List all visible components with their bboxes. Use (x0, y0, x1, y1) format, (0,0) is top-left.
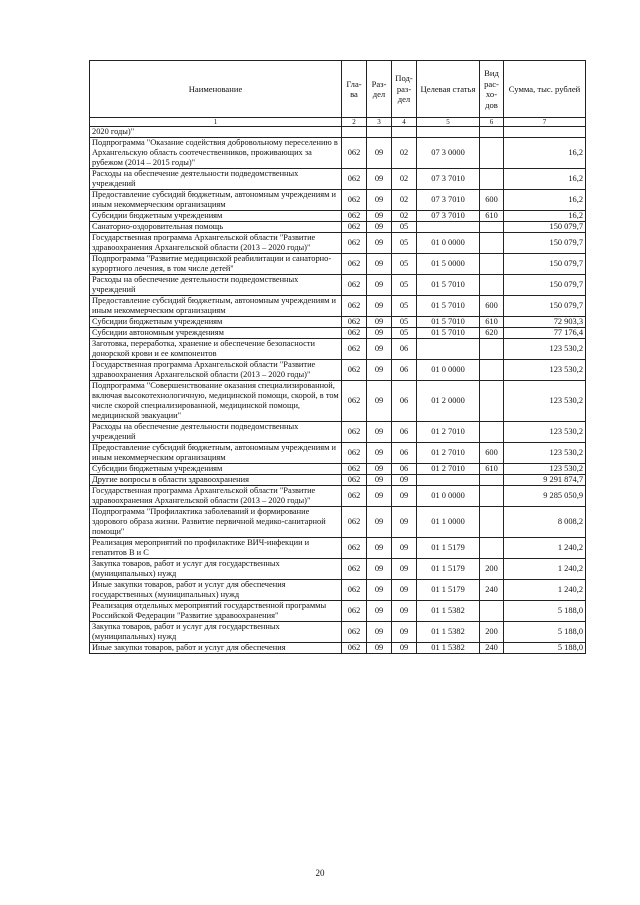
row-podrazdel-cell: 06 (392, 339, 417, 360)
row-vid-rashodov-cell: 610 (480, 211, 504, 222)
row-podrazdel-cell: 02 (392, 169, 417, 190)
row-podrazdel-cell: 02 (392, 138, 417, 169)
row-razdel-cell: 09 (367, 190, 392, 211)
header-podrazdel: Под-раз-дел (392, 61, 417, 118)
row-summa-cell: 123 530,2 (504, 443, 586, 464)
row-razdel-cell: 09 (367, 254, 392, 275)
table-row (90, 317, 586, 328)
row-razdel-cell: 09 (367, 643, 392, 654)
header-summa: Сумма, тыс. рублей (504, 61, 586, 118)
row-glava-cell: 062 (342, 233, 367, 254)
row-celevaya-statya-cell: 01 0 0000 (417, 360, 480, 381)
row-glava-cell: 062 (342, 381, 367, 422)
table-row (90, 622, 586, 643)
row-name-cell: Субсидии бюджетным учреждениям (90, 317, 342, 328)
row-podrazdel-cell: 09 (392, 475, 417, 486)
row-name-cell: Реализация мероприятий по профилактике ВИЧ-инфекции и гепатитов В и С (90, 538, 342, 559)
row-podrazdel-cell: 09 (392, 622, 417, 643)
column-number: 3 (367, 118, 392, 127)
row-podrazdel-cell (392, 127, 417, 138)
row-vid-rashodov-cell (480, 138, 504, 169)
row-name-cell: Субсидии бюджетным учреждениям (90, 211, 342, 222)
table-row (90, 381, 586, 422)
row-name-cell: Предоставление субсидий бюджетным, автономным учреждениям и иным некоммерческим организациям (90, 443, 342, 464)
row-vid-rashodov-cell: 240 (480, 580, 504, 601)
row-podrazdel-cell: 05 (392, 328, 417, 339)
row-vid-rashodov-cell: 600 (480, 190, 504, 211)
table-row (90, 464, 586, 475)
table-row (90, 254, 586, 275)
row-name-cell: Субсидии автономным учреждениям (90, 328, 342, 339)
row-summa-cell: 77 176,4 (504, 328, 586, 339)
row-podrazdel-cell: 09 (392, 507, 417, 538)
row-razdel-cell: 09 (367, 475, 392, 486)
table-body (90, 127, 586, 654)
row-summa-cell: 150 079,7 (504, 296, 586, 317)
row-razdel-cell: 09 (367, 222, 392, 233)
row-summa-cell: 123 530,2 (504, 339, 586, 360)
row-celevaya-statya-cell: 01 5 7010 (417, 296, 480, 317)
table-row (90, 296, 586, 317)
row-vid-rashodov-cell (480, 254, 504, 275)
row-name-cell: Подпрограмма "Оказание содействия добровольному переселению в Архангельскую область соотечественников, проживающих за рубежом (2014 – 2015 годы)" (90, 138, 342, 169)
row-summa-cell: 16,2 (504, 138, 586, 169)
row-celevaya-statya-cell: 01 1 0000 (417, 507, 480, 538)
row-razdel-cell: 09 (367, 317, 392, 328)
column-number: 4 (392, 118, 417, 127)
row-glava-cell: 062 (342, 622, 367, 643)
table-row (90, 422, 586, 443)
row-razdel-cell: 09 (367, 580, 392, 601)
row-celevaya-statya-cell: 01 1 5382 (417, 601, 480, 622)
row-podrazdel-cell: 05 (392, 222, 417, 233)
table-row (90, 233, 586, 254)
row-name-cell: Подпрограмма "Профилактика заболеваний и формирование здорового образа жизни. Развитие первичной медико-санитарной помощи" (90, 507, 342, 538)
row-razdel-cell: 09 (367, 622, 392, 643)
row-razdel-cell: 09 (367, 211, 392, 222)
row-celevaya-statya-cell: 07 3 0000 (417, 138, 480, 169)
table-row (90, 190, 586, 211)
row-podrazdel-cell: 05 (392, 296, 417, 317)
row-celevaya-statya-cell: 07 3 7010 (417, 211, 480, 222)
row-glava-cell: 062 (342, 339, 367, 360)
row-summa-cell: 123 530,2 (504, 381, 586, 422)
row-name-cell: Иные закупки товаров, работ и услуг для обеспечения (90, 643, 342, 654)
row-glava-cell: 062 (342, 507, 367, 538)
header-vid-rashodov: Вид рас-хо-дов (480, 61, 504, 118)
row-summa-cell: 5 188,0 (504, 622, 586, 643)
row-summa-cell: 16,2 (504, 169, 586, 190)
table-row (90, 643, 586, 654)
row-podrazdel-cell: 05 (392, 317, 417, 328)
row-glava-cell: 062 (342, 317, 367, 328)
column-number: 7 (504, 118, 586, 127)
row-celevaya-statya-cell: 01 2 7010 (417, 422, 480, 443)
row-glava-cell: 062 (342, 296, 367, 317)
row-glava-cell: 062 (342, 190, 367, 211)
row-vid-rashodov-cell (480, 275, 504, 296)
table-row (90, 222, 586, 233)
row-celevaya-statya-cell: 01 2 7010 (417, 464, 480, 475)
row-name-cell: Закупка товаров, работ и услуг для государственных (муниципальных) нужд (90, 622, 342, 643)
row-podrazdel-cell: 02 (392, 211, 417, 222)
row-podrazdel-cell: 06 (392, 422, 417, 443)
row-vid-rashodov-cell: 620 (480, 328, 504, 339)
row-glava-cell: 062 (342, 360, 367, 381)
row-vid-rashodov-cell (480, 422, 504, 443)
row-vid-rashodov-cell (480, 360, 504, 381)
row-name-cell: Закупка товаров, работ и услуг для государственных (муниципальных) нужд (90, 559, 342, 580)
row-summa-cell: 150 079,7 (504, 275, 586, 296)
row-vid-rashodov-cell (480, 169, 504, 190)
row-razdel-cell: 09 (367, 381, 392, 422)
row-glava-cell: 062 (342, 464, 367, 475)
row-vid-rashodov-cell: 610 (480, 464, 504, 475)
table-row (90, 559, 586, 580)
row-summa-cell: 72 903,3 (504, 317, 586, 328)
row-name-cell: Расходы на обеспечение деятельности подведомственных учреждений (90, 275, 342, 296)
table-row (90, 138, 586, 169)
row-vid-rashodov-cell: 200 (480, 559, 504, 580)
row-name-cell: Субсидии бюджетным учреждениям (90, 464, 342, 475)
row-podrazdel-cell: 06 (392, 381, 417, 422)
row-name-cell: Другие вопросы в области здравоохранения (90, 475, 342, 486)
row-vid-rashodov-cell: 200 (480, 622, 504, 643)
row-summa-cell: 5 188,0 (504, 601, 586, 622)
row-glava-cell: 062 (342, 169, 367, 190)
row-glava-cell: 062 (342, 559, 367, 580)
row-podrazdel-cell: 09 (392, 643, 417, 654)
table-row (90, 127, 586, 138)
row-celevaya-statya-cell: 01 1 5382 (417, 643, 480, 654)
row-podrazdel-cell: 09 (392, 580, 417, 601)
row-name-cell: Расходы на обеспечение деятельности подведомственных учреждений (90, 422, 342, 443)
row-podrazdel-cell: 06 (392, 464, 417, 475)
row-glava-cell: 062 (342, 138, 367, 169)
table-row (90, 486, 586, 507)
row-razdel-cell: 09 (367, 507, 392, 538)
row-name-cell: Государственная программа Архангельской области "Развитие здравоохранения Архангельской области (2013 – 2020 годы)" (90, 233, 342, 254)
row-summa-cell: 150 079,7 (504, 254, 586, 275)
row-razdel-cell: 09 (367, 339, 392, 360)
header-celevaya-statya: Целевая статья (417, 61, 480, 118)
table-row (90, 580, 586, 601)
row-summa-cell: 150 079,7 (504, 222, 586, 233)
row-summa-cell: 1 240,2 (504, 538, 586, 559)
row-glava-cell: 062 (342, 443, 367, 464)
row-podrazdel-cell: 09 (392, 538, 417, 559)
table-row (90, 443, 586, 464)
row-razdel-cell: 09 (367, 601, 392, 622)
row-razdel-cell: 09 (367, 422, 392, 443)
header-name: Наименование (90, 61, 342, 118)
row-razdel-cell: 09 (367, 486, 392, 507)
row-vid-rashodov-cell (480, 127, 504, 138)
row-glava-cell: 062 (342, 580, 367, 601)
row-razdel-cell: 09 (367, 443, 392, 464)
row-razdel-cell: 09 (367, 169, 392, 190)
table-row (90, 169, 586, 190)
column-number-row (90, 118, 586, 127)
row-name-cell: Реализация отдельных мероприятий государственной программы Российской Федерации "Развитие здравоохранения" (90, 601, 342, 622)
row-vid-rashodov-cell (480, 381, 504, 422)
row-name-cell: Санаторно-оздоровительная помощь (90, 222, 342, 233)
row-glava-cell: 062 (342, 222, 367, 233)
table-row (90, 507, 586, 538)
row-vid-rashodov-cell: 600 (480, 443, 504, 464)
table-row (90, 360, 586, 381)
row-glava-cell: 062 (342, 422, 367, 443)
column-number: 2 (342, 118, 367, 127)
column-number: 1 (90, 118, 342, 127)
row-celevaya-statya-cell: 01 2 7010 (417, 443, 480, 464)
row-name-cell: Иные закупки товаров, работ и услуг для обеспечения государственных (муниципальных) нужд (90, 580, 342, 601)
row-podrazdel-cell: 09 (392, 601, 417, 622)
row-vid-rashodov-cell (480, 486, 504, 507)
row-name-cell: 2020 годы)" (90, 127, 342, 138)
row-glava-cell: 062 (342, 643, 367, 654)
row-glava-cell: 062 (342, 211, 367, 222)
row-celevaya-statya-cell: 01 0 0000 (417, 233, 480, 254)
row-summa-cell: 16,2 (504, 211, 586, 222)
row-celevaya-statya-cell: 01 5 7010 (417, 275, 480, 296)
row-celevaya-statya-cell (417, 127, 480, 138)
table-row (90, 538, 586, 559)
row-glava-cell: 062 (342, 275, 367, 296)
budget-table (89, 60, 586, 654)
row-vid-rashodov-cell (480, 233, 504, 254)
row-razdel-cell: 09 (367, 328, 392, 339)
column-number: 5 (417, 118, 480, 127)
row-glava-cell: 062 (342, 601, 367, 622)
header-glava: Гла-ва (342, 61, 367, 118)
row-celevaya-statya-cell: 07 3 7010 (417, 190, 480, 211)
row-glava-cell: 062 (342, 538, 367, 559)
row-podrazdel-cell: 06 (392, 443, 417, 464)
row-celevaya-statya-cell: 01 1 5382 (417, 622, 480, 643)
table-row (90, 601, 586, 622)
row-summa-cell: 123 530,2 (504, 464, 586, 475)
row-glava-cell: 062 (342, 475, 367, 486)
row-summa-cell: 9 291 874,7 (504, 475, 586, 486)
column-number: 6 (480, 118, 504, 127)
row-razdel-cell: 09 (367, 559, 392, 580)
table-row (90, 328, 586, 339)
row-vid-rashodov-cell (480, 507, 504, 538)
row-summa-cell: 1 240,2 (504, 559, 586, 580)
row-razdel-cell: 09 (367, 538, 392, 559)
row-name-cell: Предоставление субсидий бюджетным, автономным учреждениям и иным некоммерческим организациям (90, 296, 342, 317)
row-summa-cell: 150 079,7 (504, 233, 586, 254)
row-name-cell: Расходы на обеспечение деятельности подведомственных учреждений (90, 169, 342, 190)
row-podrazdel-cell: 05 (392, 275, 417, 296)
row-podrazdel-cell: 09 (392, 559, 417, 580)
row-vid-rashodov-cell (480, 339, 504, 360)
table-header-row (90, 61, 586, 118)
row-celevaya-statya-cell: 01 5 7010 (417, 317, 480, 328)
row-vid-rashodov-cell (480, 601, 504, 622)
row-vid-rashodov-cell (480, 538, 504, 559)
row-razdel-cell: 09 (367, 233, 392, 254)
row-name-cell: Заготовка, переработка, хранение и обеспечение безопасности донорской крови и ее компонентов (90, 339, 342, 360)
row-razdel-cell: 09 (367, 464, 392, 475)
row-summa-cell: 8 008,2 (504, 507, 586, 538)
row-celevaya-statya-cell: 01 0 0000 (417, 486, 480, 507)
row-celevaya-statya-cell (417, 339, 480, 360)
row-glava-cell: 062 (342, 254, 367, 275)
row-summa-cell: 16,2 (504, 190, 586, 211)
row-podrazdel-cell: 02 (392, 190, 417, 211)
row-razdel-cell: 09 (367, 360, 392, 381)
header-razdel: Раз-дел (367, 61, 392, 118)
table-row (90, 339, 586, 360)
row-celevaya-statya-cell: 01 1 5179 (417, 580, 480, 601)
row-podrazdel-cell: 09 (392, 486, 417, 507)
row-name-cell: Государственная программа Архангельской области "Развитие здравоохранения Архангельской области (2013 – 2020 годы)" (90, 360, 342, 381)
row-name-cell: Государственная программа Архангельской области "Развитие здравоохранения Архангельской области (2013 – 2020 годы)" (90, 486, 342, 507)
row-celevaya-statya-cell: 01 1 5179 (417, 538, 480, 559)
row-razdel-cell: 09 (367, 275, 392, 296)
row-summa-cell: 1 240,2 (504, 580, 586, 601)
row-glava-cell (342, 127, 367, 138)
row-glava-cell: 062 (342, 328, 367, 339)
row-celevaya-statya-cell: 01 2 0000 (417, 381, 480, 422)
row-celevaya-statya-cell: 01 1 5179 (417, 559, 480, 580)
row-summa-cell: 9 285 050,9 (504, 486, 586, 507)
row-summa-cell: 5 188,0 (504, 643, 586, 654)
row-vid-rashodov-cell: 240 (480, 643, 504, 654)
row-celevaya-statya-cell: 01 5 7010 (417, 328, 480, 339)
row-vid-rashodov-cell: 610 (480, 317, 504, 328)
row-podrazdel-cell: 05 (392, 254, 417, 275)
row-summa-cell: 123 530,2 (504, 422, 586, 443)
table-row (90, 475, 586, 486)
row-razdel-cell: 09 (367, 138, 392, 169)
row-celevaya-statya-cell: 07 3 7010 (417, 169, 480, 190)
row-summa-cell: 123 530,2 (504, 360, 586, 381)
table-row (90, 275, 586, 296)
row-podrazdel-cell: 05 (392, 233, 417, 254)
row-celevaya-statya-cell: 01 5 0000 (417, 254, 480, 275)
row-razdel-cell: 09 (367, 296, 392, 317)
row-vid-rashodov-cell: 600 (480, 296, 504, 317)
page-number: 20 (315, 868, 325, 878)
row-name-cell: Подпрограмма "Совершенствование оказания специализированной, включая высокотехнологичную, медицинской помощи, скорой, в том числе скорой специализированной, медицинской помощи, медицинской эвакуации" (90, 381, 342, 422)
row-summa-cell (504, 127, 586, 138)
row-name-cell: Предоставление субсидий бюджетным, автономным учреждениям и иным некоммерческим организациям (90, 190, 342, 211)
row-vid-rashodov-cell (480, 222, 504, 233)
row-celevaya-statya-cell (417, 222, 480, 233)
row-razdel-cell (367, 127, 392, 138)
table-row (90, 211, 586, 222)
row-celevaya-statya-cell (417, 475, 480, 486)
row-vid-rashodov-cell (480, 475, 504, 486)
row-glava-cell: 062 (342, 486, 367, 507)
row-podrazdel-cell: 06 (392, 360, 417, 381)
row-name-cell: Подпрограмма "Развитие медицинской реабилитации и санаторно-курортного лечения, в том числе детей" (90, 254, 342, 275)
